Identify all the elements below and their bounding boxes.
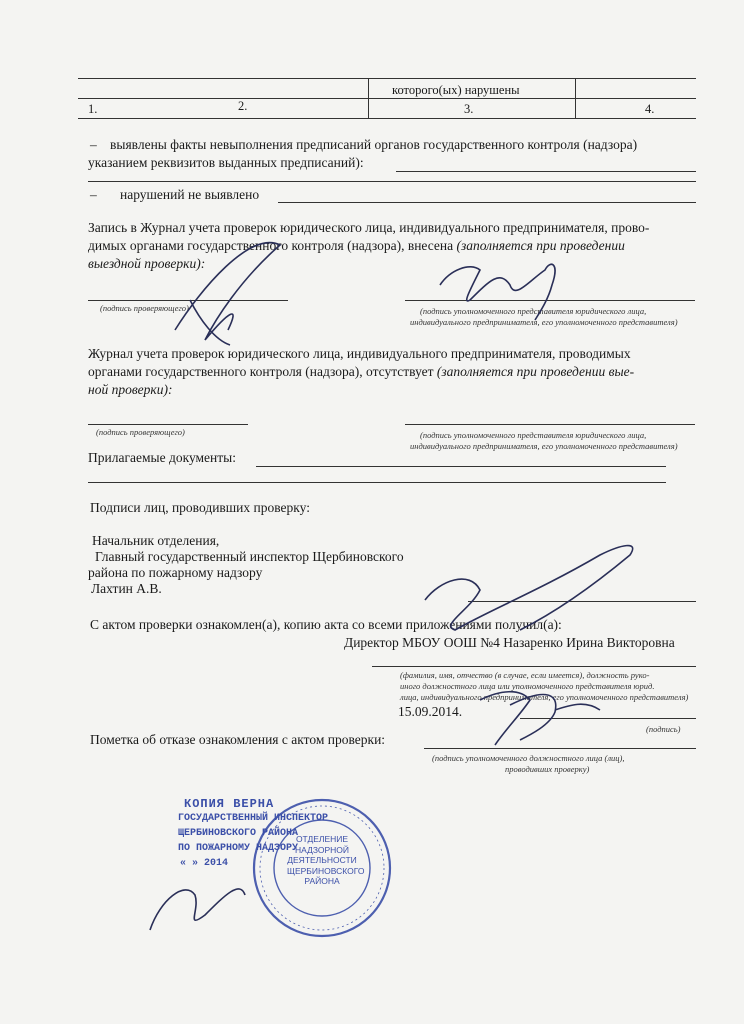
director-caption-1: (фамилия, имя, отчество (в случае, если имеется), должность руко-	[400, 670, 650, 680]
inspector-line1: Начальник отделения,	[92, 533, 220, 548]
acquainted-date: 15.09.2014.	[398, 704, 463, 719]
journal-absent-line2: органами государственного контроля (надзора), отсутствует (заполняется при проведении вые-	[88, 364, 635, 379]
table-col-number-4: 4.	[645, 102, 655, 116]
sign-caption: (подпись)	[646, 724, 681, 734]
round-stamp-line3: ДЕЯТЕЛЬНОСТИ	[287, 855, 357, 865]
director-caption-3: лица, индивидуального предпринимателя, его уполномоченного представителя)	[400, 692, 689, 702]
round-stamp-line4: ЩЕРБИНОВСКОГО	[287, 865, 365, 876]
caption-inspector-signature: (подпись проверяющего)	[96, 427, 185, 437]
signatures-label: Подписи лиц, проводивших проверку:	[90, 500, 310, 515]
item-text-2: нарушений не выявлено	[120, 187, 260, 202]
journal-absent-line3: ной проверки):	[88, 382, 173, 397]
inspector-name: Лахтин А.В.	[91, 581, 162, 596]
inspector-line3: района по пожарному надзору	[88, 565, 263, 580]
handwritten-signature	[480, 692, 600, 745]
round-stamp-line1: ОТДЕЛЕНИЕ	[295, 834, 349, 844]
attached-documents-label: Прилагаемые документы:	[88, 450, 236, 465]
copy-stamp-line5: « » 2014	[180, 858, 229, 869]
refusal-text: Пометка об отказе ознакомления с актом проверки:	[90, 732, 386, 747]
journal-entry-line2: димых органами государственного контроля (надзора), внесена (заполняется при проведении	[88, 238, 625, 253]
journal-entry-line1: Запись в Журнал учета проверок юридического лица, индивидуального предпринимателя, прово-	[88, 220, 650, 235]
caption-representative-signature-2: индивидуального предпринимателя, его уполномоченного представителя)	[410, 317, 678, 327]
table-header-cell: которого(ых) нарушены	[392, 83, 520, 97]
director-name: Директор МБОУ ООШ №4 Назаренко Ирина Викторовна	[344, 635, 675, 650]
copy-stamp-line3: ЩЕРБИНОВСКОГО РАЙОНА	[178, 828, 299, 839]
copy-stamp-line2: ГОСУДАРСТВЕННЫЙ ИНСПЕКТОР	[178, 813, 329, 824]
table-col-number-3: 3.	[464, 102, 474, 116]
caption-representative-signature: (подпись уполномоченного представителя юридического лица,	[420, 430, 647, 440]
item-text-1: выявлены факты невыполнения предписаний органов государственного контроля (надзора)	[110, 137, 638, 152]
inspector-line2: Главный государственный инспектор Щербиновского	[95, 549, 404, 564]
journal-entry-line3: выездной проверки):	[88, 256, 206, 271]
refusal-caption-2: проводивших проверку)	[505, 764, 590, 774]
handwritten-signature	[440, 264, 555, 320]
journal-absent-line1: Журнал учета проверок юридического лица, индивидуального предпринимателя, проводимых	[88, 346, 631, 361]
handwritten-signature	[425, 546, 633, 630]
round-stamp-center-text	[287, 834, 365, 887]
copy-stamp-line1: КОПИЯ ВЕРНА	[184, 797, 275, 811]
item-dash-2: –	[90, 187, 97, 202]
copy-stamp-line4: ПО ПОЖАРНОМУ НАДЗОРУ	[178, 843, 299, 854]
item-text-1b: указанием реквизитов выданных предписаний):	[88, 155, 364, 170]
acquainted-text: С актом проверки ознакомлен(а), копию акта со всеми приложениями получил(а):	[90, 617, 562, 632]
refusal-caption-1: (подпись уполномоченного должностного лица (лиц),	[432, 753, 625, 763]
round-stamp-line5: РАЙОНА	[304, 876, 340, 886]
caption-representative-signature-2: индивидуального предпринимателя, его уполномоченного представителя)	[410, 441, 678, 451]
caption-inspector-signature: (подпись проверяющего)	[100, 303, 189, 313]
caption-representative-signature: (подпись уполномоченного представителя юридического лица,	[420, 306, 647, 316]
table-col-number-2: 2.	[238, 99, 248, 113]
item-dash-1: –	[90, 137, 97, 152]
director-caption-2: иного должностного лица или уполномоченного представителя юрид.	[400, 681, 655, 691]
handwritten-signature	[150, 889, 245, 930]
handwritten-signature	[175, 243, 280, 345]
table-col-number-1: 1.	[88, 102, 98, 116]
round-stamp-line2: НАДЗОРНОЙ	[294, 844, 350, 855]
